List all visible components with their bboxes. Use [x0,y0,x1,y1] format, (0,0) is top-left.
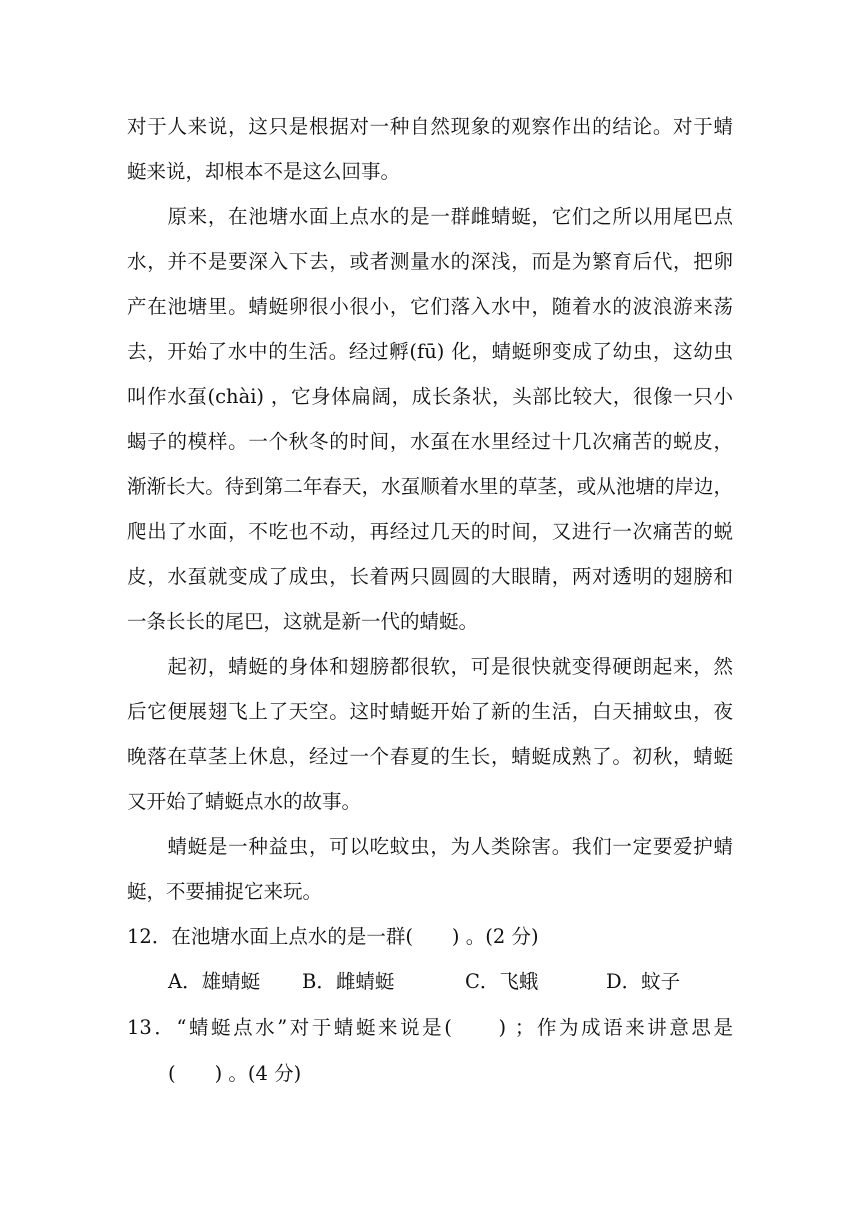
q12-option-a: A．雄蜻蜓 [168,970,261,993]
passage-line: 水，并不是要深入下去，或者测量水的深浅，而是为繁育后代，把卵 [127,250,733,273]
passage-line: 爬出了水面，不吃也不动，再经过几天的时间，又进行一次痛苦的蜕 [127,520,733,543]
passage-line: 一条长长的尾巴，这就是新一代的蜻蜓。 [127,610,479,633]
q12-option-b: B．雌蜻蜓 [302,970,395,993]
question-13-continued: ( ) 。(4 分) [168,1062,302,1085]
question-13: 13．“蜻蜓点水”对于蜻蜓来说是( ) ；作为成语来讲意思是 [127,1016,733,1039]
passage-line: 蜓，不要捕捉它来玩。 [127,880,323,903]
passage-line: 又开始了蜻蜓点水的故事。 [127,790,362,813]
passage-line: 皮，水虿就变成了成虫，长着两只圆圆的大眼睛，两对透明的翅膀和 [127,565,733,588]
passage-line: 原来，在池塘水面上点水的是一群雌蜻蜓，它们之所以用尾巴点 [127,205,733,228]
passage-line: 对于人来说，这只是根据对一种自然现象的观察作出的结论。对于蜻 [127,115,733,138]
passage-line: 产在池塘里。蜻蜓卵很小很小，它们落入水中，随着水的波浪游来荡 [127,295,733,318]
passage-line: 蝎子的模样。一个秋冬的时间，水虿在水里经过十几次痛苦的蜕皮， [127,430,733,453]
passage-line: 叫作水虿(chài) ，它身体扁阔，成长条状，头部比较大，很像一只小 [127,385,733,408]
q12-option-c: C．飞蛾 [465,970,539,993]
passage-line: 蜓来说，却根本不是这么回事。 [127,160,401,183]
question-12: 12．在池塘水面上点水的是一群( ) 。(2 分) [127,925,539,948]
passage-line: 渐渐长大。待到第二年春天，水虿顺着水里的草茎，或从池塘的岸边， [127,475,733,498]
passage-line: 后它便展翅飞上了天空。这时蜻蜓开始了新的生活，白天捕蚊虫，夜 [127,700,733,723]
passage-line: 去，开始了水中的生活。经过孵(fū) 化，蜻蜓卵变成了幼虫，这幼虫 [127,340,733,363]
q12-option-d: D．蚊子 [606,970,681,993]
passage-line: 蜻蜓是一种益虫，可以吃蚊虫，为人类除害。我们一定要爱护蜻 [127,835,733,858]
passage-line: 晚落在草茎上休息，经过一个春夏的生长，蜻蜓成熟了。初秋，蜻蜓 [127,745,733,768]
passage-line: 起初，蜻蜓的身体和翅膀都很软，可是很快就变得硬朗起来，然 [127,655,733,678]
